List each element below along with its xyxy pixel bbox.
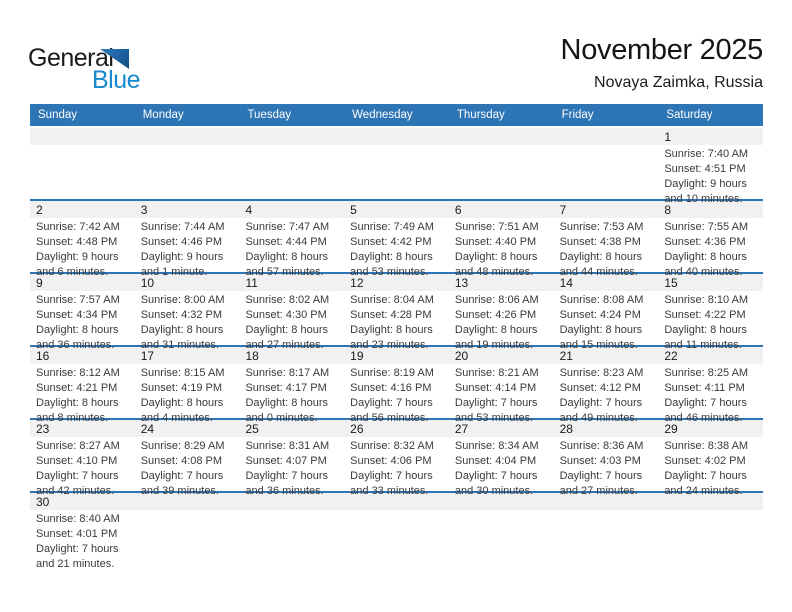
day-content-band <box>30 291 763 351</box>
daylight-text-line2: and 0 minutes. <box>245 412 318 424</box>
calendar-empty-date-cell <box>239 493 344 510</box>
daylight-text-line2: and 11 minutes. <box>664 339 742 351</box>
calendar-day-number: 7 <box>559 203 567 217</box>
logo-text-general: General <box>28 44 114 72</box>
daylight-text-line1: Daylight: 7 hours <box>559 470 643 482</box>
sunrise-text: Sunrise: 7:42 AM <box>36 221 120 233</box>
daylight-text-line1: Daylight: 7 hours <box>454 397 538 409</box>
daylight-text-line2: and 53 minutes. <box>454 412 534 424</box>
calendar-empty-date-cell <box>658 493 763 510</box>
daylight-text-line1: Daylight: 7 hours <box>140 470 224 482</box>
calendar-day-cell <box>344 437 449 497</box>
sunset-text: Sunset: 4:11 PM <box>664 382 745 394</box>
calendar-day-number: 18 <box>245 349 259 363</box>
sunset-text: Sunset: 4:48 PM <box>36 236 118 248</box>
daylight-text-line1: Daylight: 8 hours <box>559 324 643 336</box>
daylight-text-line1: Daylight: 7 hours <box>36 470 119 482</box>
daylight-text-line2: and 46 minutes. <box>664 412 743 424</box>
calendar-empty-cell <box>239 510 344 564</box>
daylight-text-line2: and 56 minutes. <box>350 412 429 424</box>
calendar-day-cell <box>554 218 659 278</box>
daylight-text-line2: and 15 minutes. <box>559 339 638 351</box>
sunset-text: Sunset: 4:14 PM <box>454 382 537 394</box>
sunrise-text: Sunrise: 8:31 AM <box>245 440 330 452</box>
calendar-empty-date-cell <box>239 128 344 145</box>
sunrise-text: Sunrise: 8:02 AM <box>245 294 330 306</box>
daylight-text-line1: Daylight: 8 hours <box>245 251 328 263</box>
calendar-day-cell <box>30 437 135 497</box>
sunset-text: Sunset: 4:03 PM <box>559 455 641 467</box>
location-subtitle: Novaya Zaimka, Russia <box>594 74 763 91</box>
sunset-text: Sunset: 4:40 PM <box>454 236 537 248</box>
daylight-text-line2: and 48 minutes. <box>454 266 534 278</box>
month-title: November 2025 <box>560 34 763 66</box>
calendar-day-number: 6 <box>454 203 462 217</box>
sunset-text: Sunset: 4:10 PM <box>36 455 118 467</box>
calendar-day-cell <box>658 291 763 351</box>
daylight-text-line2: and 57 minutes. <box>245 266 324 278</box>
daylight-text-line2: and 31 minutes. <box>140 339 219 351</box>
calendar-week-row <box>30 418 763 497</box>
calendar-empty-cell <box>554 145 659 199</box>
calendar-empty-date-cell <box>344 128 449 145</box>
calendar-day-cell <box>239 437 344 497</box>
day-content-band <box>30 145 763 205</box>
calendar-empty-cell <box>344 145 449 199</box>
sunrise-text: Sunrise: 8:34 AM <box>454 440 539 452</box>
calendar-day-cell <box>135 364 240 424</box>
daylight-text-line1: Daylight: 7 hours <box>454 470 538 482</box>
daylight-text-line1: Daylight: 8 hours <box>245 397 328 409</box>
calendar-day-cell <box>239 291 344 351</box>
sunset-text: Sunset: 4:06 PM <box>350 455 432 467</box>
daylight-text-line1: Daylight: 8 hours <box>36 397 119 409</box>
sunset-text: Sunset: 4:51 PM <box>664 163 746 175</box>
daylight-text-line2: and 27 minutes. <box>559 485 638 497</box>
sunset-text: Sunset: 4:04 PM <box>454 455 537 467</box>
daylight-text-line2: and 21 minutes. <box>36 558 115 570</box>
day-content-band <box>30 437 763 497</box>
sunset-text: Sunset: 4:22 PM <box>664 309 746 321</box>
calendar-day-cell <box>30 218 135 278</box>
calendar-day-cell <box>344 218 449 278</box>
daylight-text-line2: and 27 minutes. <box>245 339 324 351</box>
sunset-text: Sunset: 4:17 PM <box>245 382 327 394</box>
calendar-empty-date-cell <box>344 493 449 510</box>
calendar-week-row <box>30 199 763 278</box>
sunset-text: Sunset: 4:08 PM <box>140 455 223 467</box>
sunrise-text: Sunrise: 8:00 AM <box>140 294 225 306</box>
sunset-text: Sunset: 4:44 PM <box>245 236 327 248</box>
daylight-text-line2: and 42 minutes. <box>36 485 115 497</box>
daylight-text-line2: and 6 minutes. <box>36 266 109 278</box>
calendar-day-number: 17 <box>140 349 155 363</box>
daylight-text-line2: and 4 minutes. <box>140 412 213 424</box>
calendar-week-row <box>30 272 763 351</box>
daylight-text-line1: Daylight: 7 hours <box>350 397 433 409</box>
sunset-text: Sunset: 4:21 PM <box>36 382 118 394</box>
calendar-day-cell <box>344 364 449 424</box>
daylight-text-line1: Daylight: 8 hours <box>664 251 747 263</box>
calendar-day-cell <box>344 291 449 351</box>
sunrise-text: Sunrise: 8:23 AM <box>559 367 644 379</box>
date-number-band <box>30 128 763 145</box>
calendar-day-cell <box>30 510 135 570</box>
daylight-text-line1: Daylight: 8 hours <box>36 324 119 336</box>
sunset-text: Sunset: 4:26 PM <box>454 309 537 321</box>
calendar-day-number: 21 <box>559 349 573 363</box>
calendar-day-cell <box>239 364 344 424</box>
date-number-band <box>30 201 763 218</box>
calendar-day-number: 12 <box>350 276 364 290</box>
daylight-text-line1: Daylight: 9 hours <box>140 251 224 263</box>
sunset-text: Sunset: 4:19 PM <box>140 382 223 394</box>
daylight-text-line2: and 30 minutes. <box>454 485 534 497</box>
daylight-text-line1: Daylight: 8 hours <box>454 324 538 336</box>
daylight-text-line1: Daylight: 7 hours <box>36 543 119 555</box>
sunset-text: Sunset: 4:30 PM <box>245 309 327 321</box>
calendar-day-number: 20 <box>454 349 469 363</box>
sunrise-text: Sunrise: 8:17 AM <box>245 367 330 379</box>
sunrise-text: Sunrise: 7:51 AM <box>454 221 539 233</box>
daylight-text-line1: Daylight: 8 hours <box>350 251 433 263</box>
date-number-band <box>30 347 763 364</box>
daylight-text-line1: Daylight: 8 hours <box>559 251 643 263</box>
calendar-empty-date-cell <box>449 128 554 145</box>
date-number-band <box>30 493 763 510</box>
calendar-week-row <box>30 491 763 570</box>
calendar-day-cell <box>658 218 763 278</box>
calendar-empty-cell <box>30 145 135 199</box>
calendar-day-number: 24 <box>140 422 155 436</box>
sunrise-text: Sunrise: 8:12 AM <box>36 367 120 379</box>
calendar-day-number: 4 <box>245 203 253 217</box>
daylight-text-line1: Daylight: 9 hours <box>36 251 119 263</box>
calendar-day-cell <box>449 437 554 497</box>
sunrise-text: Sunrise: 7:57 AM <box>36 294 120 306</box>
daylight-text-line1: Daylight: 8 hours <box>454 251 538 263</box>
sunrise-text: Sunrise: 8:08 AM <box>559 294 644 306</box>
calendar-day-number: 8 <box>664 203 671 217</box>
calendar-empty-date-cell <box>30 128 135 145</box>
sunrise-text: Sunrise: 8:27 AM <box>36 440 120 452</box>
daylight-text-line1: Daylight: 8 hours <box>140 397 224 409</box>
calendar-day-cell <box>554 291 659 351</box>
daylight-text-line2: and 44 minutes. <box>559 266 638 278</box>
sunset-text: Sunset: 4:28 PM <box>350 309 432 321</box>
sunrise-text: Sunrise: 8:06 AM <box>454 294 539 306</box>
calendar-day-number: 16 <box>36 349 50 363</box>
day-content-band <box>30 218 763 278</box>
date-number-band <box>30 420 763 437</box>
weekday-header: Sunday <box>38 109 78 121</box>
calendar-day-cell <box>239 218 344 278</box>
day-content-band <box>30 510 763 570</box>
daylight-text-line1: Daylight: 7 hours <box>664 397 747 409</box>
calendar-day-number: 28 <box>559 422 573 436</box>
sunset-text: Sunset: 4:01 PM <box>36 528 118 540</box>
calendar-day-number: 23 <box>36 422 50 436</box>
sunrise-text: Sunrise: 8:25 AM <box>664 367 749 379</box>
daylight-text-line2: and 33 minutes. <box>350 485 429 497</box>
calendar-day-cell <box>449 291 554 351</box>
daylight-text-line1: Daylight: 7 hours <box>559 397 643 409</box>
calendar-empty-cell <box>344 510 449 564</box>
weekday-header: Wednesday <box>352 109 413 121</box>
calendar-day-cell <box>30 291 135 351</box>
date-number-band <box>30 274 763 291</box>
sunset-text: Sunset: 4:32 PM <box>140 309 223 321</box>
sunrise-text: Sunrise: 8:36 AM <box>559 440 644 452</box>
calendar-day-number: 25 <box>245 422 259 436</box>
sunrise-text: Sunrise: 8:15 AM <box>140 367 225 379</box>
sunset-text: Sunset: 4:24 PM <box>559 309 641 321</box>
sunrise-text: Sunrise: 8:19 AM <box>350 367 434 379</box>
sunrise-text: Sunrise: 7:49 AM <box>350 221 434 233</box>
sunrise-text: Sunrise: 8:04 AM <box>350 294 434 306</box>
weekday-header: Friday <box>561 109 594 121</box>
sunrise-text: Sunrise: 8:21 AM <box>454 367 539 379</box>
weekday-header-row <box>30 104 763 126</box>
calendar-day-cell <box>135 218 240 278</box>
calendar-day-number: 9 <box>36 276 43 290</box>
calendar-empty-date-cell <box>449 493 554 510</box>
calendar-day-number: 13 <box>454 276 469 290</box>
calendar-empty-date-cell <box>554 128 659 145</box>
calendar-empty-date-cell <box>554 493 659 510</box>
sunrise-text: Sunrise: 7:55 AM <box>664 221 749 233</box>
sunrise-text: Sunrise: 7:47 AM <box>245 221 330 233</box>
daylight-text-line2: and 10 minutes. <box>664 193 743 205</box>
sunrise-text: Sunrise: 7:53 AM <box>559 221 644 233</box>
calendar-day-cell <box>135 437 240 497</box>
weekday-header: Monday <box>142 109 184 121</box>
calendar-week-row <box>30 126 763 205</box>
daylight-text-line1: Daylight: 8 hours <box>245 324 328 336</box>
calendar-day-cell <box>449 218 554 278</box>
sunrise-text: Sunrise: 8:40 AM <box>36 513 120 525</box>
daylight-text-line2: and 24 minutes. <box>664 485 743 497</box>
daylight-text-line1: Daylight: 7 hours <box>350 470 433 482</box>
calendar-day-number: 14 <box>559 276 573 290</box>
sunset-text: Sunset: 4:38 PM <box>559 236 641 248</box>
calendar-day-number: 27 <box>454 422 469 436</box>
daylight-text-line2: and 36 minutes. <box>36 339 115 351</box>
sunset-text: Sunset: 4:07 PM <box>245 455 327 467</box>
calendar-day-number: 1 <box>664 130 671 144</box>
calendar-day-number: 10 <box>140 276 155 290</box>
calendar-day-number: 5 <box>350 203 357 217</box>
daylight-text-line2: and 49 minutes. <box>559 412 638 424</box>
calendar-day-number: 30 <box>36 495 50 509</box>
calendar-empty-cell <box>658 510 763 564</box>
sunrise-text: Sunrise: 8:32 AM <box>350 440 434 452</box>
weekday-header: Tuesday <box>247 109 292 121</box>
daylight-text-line1: Daylight: 7 hours <box>664 470 747 482</box>
daylight-text-line1: Daylight: 8 hours <box>664 324 747 336</box>
general-blue-logo <box>28 44 148 96</box>
daylight-text-line1: Daylight: 8 hours <box>350 324 433 336</box>
calendar-empty-cell <box>449 510 554 564</box>
daylight-text-line2: and 36 minutes. <box>245 485 324 497</box>
weekday-header: Saturday <box>666 109 713 121</box>
sunrise-text: Sunrise: 8:10 AM <box>664 294 749 306</box>
daylight-text-line2: and 19 minutes. <box>454 339 534 351</box>
calendar-empty-cell <box>135 145 240 199</box>
calendar-day-number: 15 <box>664 276 678 290</box>
logo-text-blue: Blue <box>92 66 141 94</box>
calendar-day-number: 19 <box>350 349 364 363</box>
calendar-day-number: 2 <box>36 203 43 217</box>
calendar-empty-date-cell <box>135 493 240 510</box>
calendar-day-cell <box>449 364 554 424</box>
sunset-text: Sunset: 4:16 PM <box>350 382 432 394</box>
sunrise-text: Sunrise: 7:40 AM <box>664 148 749 160</box>
calendar-day-cell <box>554 437 659 497</box>
calendar-day-number: 29 <box>664 422 678 436</box>
calendar-day-cell <box>30 364 135 424</box>
calendar-day-cell <box>658 145 763 205</box>
sunrise-text: Sunrise: 7:44 AM <box>140 221 225 233</box>
calendar-day-number: 26 <box>350 422 364 436</box>
daylight-text-line2: and 53 minutes. <box>350 266 429 278</box>
calendar-day-cell <box>658 364 763 424</box>
daylight-text-line1: Daylight: 7 hours <box>245 470 328 482</box>
day-content-band <box>30 364 763 424</box>
calendar-weeks <box>30 126 763 570</box>
calendar-empty-cell <box>554 510 659 564</box>
title-block <box>561 34 763 92</box>
daylight-text-line1: Daylight: 9 hours <box>664 178 747 190</box>
calendar-empty-cell <box>239 145 344 199</box>
sunset-text: Sunset: 4:42 PM <box>350 236 432 248</box>
sunset-text: Sunset: 4:12 PM <box>559 382 641 394</box>
calendar-day-number: 22 <box>664 349 678 363</box>
sunrise-text: Sunrise: 8:38 AM <box>664 440 749 452</box>
sunset-text: Sunset: 4:36 PM <box>664 236 746 248</box>
weekday-header: Thursday <box>456 109 505 121</box>
calendar-day-number: 11 <box>245 276 258 290</box>
calendar-week-row <box>30 345 763 424</box>
calendar-empty-date-cell <box>135 128 240 145</box>
calendar-empty-cell <box>135 510 240 564</box>
sunset-text: Sunset: 4:02 PM <box>664 455 746 467</box>
calendar-day-cell <box>135 291 240 351</box>
daylight-text-line2: and 23 minutes. <box>350 339 429 351</box>
calendar-day-cell <box>554 364 659 424</box>
calendar-day-cell <box>658 437 763 497</box>
daylight-text-line2: and 39 minutes. <box>140 485 219 497</box>
daylight-text-line1: Daylight: 8 hours <box>140 324 224 336</box>
sunset-text: Sunset: 4:46 PM <box>140 236 223 248</box>
calendar-day-number: 3 <box>140 203 148 217</box>
calendar-grid <box>30 104 763 570</box>
sunrise-text: Sunrise: 8:29 AM <box>140 440 225 452</box>
daylight-text-line2: and 8 minutes. <box>36 412 109 424</box>
daylight-text-line2: and 40 minutes. <box>664 266 743 278</box>
sunset-text: Sunset: 4:34 PM <box>36 309 118 321</box>
daylight-text-line2: and 1 minute. <box>140 266 208 278</box>
calendar-empty-cell <box>449 145 554 199</box>
